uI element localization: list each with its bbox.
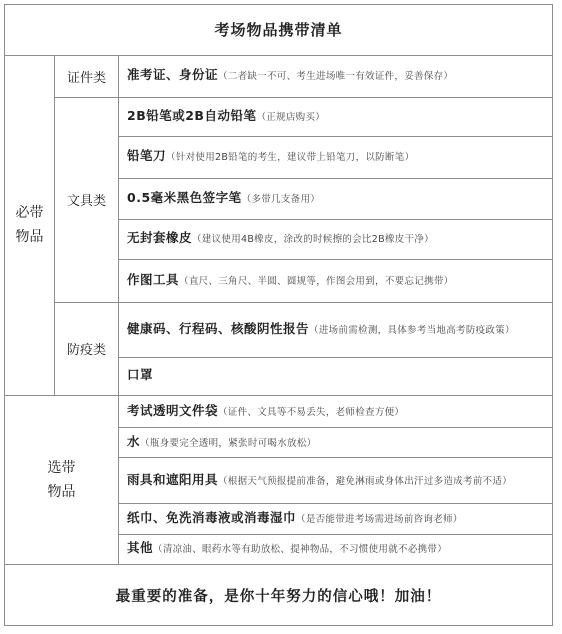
footer-message: 最重要的准备，是你十年努力的信心哦！加油！ (5, 565, 553, 626)
item-name: 纸巾、免洗消毒液或消毒湿巾 (127, 510, 297, 526)
item-name: 水 (127, 433, 141, 449)
item-name: 无封套橡皮 (127, 230, 193, 246)
list-item (119, 504, 553, 534)
item-name: 考试透明文件袋 (127, 402, 219, 418)
item-name: 铅笔刀 (127, 148, 167, 164)
list-item (119, 179, 553, 220)
category-documents: 证件类 (55, 55, 119, 98)
item-name: 雨具和遮阳用具 (127, 471, 219, 487)
item-note: （二者缺一不可、考生进场唯一有效证件，妥善保存） (218, 71, 454, 83)
item-note: （根据天气预报提前准备，避免淋雨或身体出汗过多造成考前不适） (218, 475, 513, 487)
table-title: 考场物品携带清单 (5, 5, 553, 56)
item-note: （进场前需检测，具体参考当地高考防疫政策） (309, 324, 515, 336)
item-note: （建议使用4B橡皮，涂改的时候擦的会比2B橡皮干净） (192, 234, 434, 246)
item-note: （正规店购买） (256, 111, 326, 123)
category-stationery: 文具类 (55, 98, 119, 303)
item-name: 作图工具 (127, 272, 180, 288)
item-note: （是否能带进考场需进场前咨询老师） (296, 514, 463, 526)
list-item (119, 260, 553, 303)
item-name: 2B铅笔或2B自动铅笔 (127, 107, 257, 123)
list-item (119, 55, 553, 98)
item-note: （多带几支备用） (241, 193, 321, 205)
item-name: 其他 (127, 540, 154, 556)
item-note: （清凉油、眼药水等有助放松、提神物品，不习惯使用就不必携带） (153, 544, 448, 556)
list-item (119, 98, 553, 136)
list-item (119, 534, 553, 564)
item-note: （证件、文具等不易丢失，老师检查方便） (218, 406, 405, 418)
list-item (119, 357, 553, 395)
list-item (119, 457, 553, 504)
item-name: 口罩 (127, 367, 154, 383)
category-epidemic: 防疫类 (55, 302, 119, 395)
item-name: 0.5毫米黑色签字笔 (127, 189, 242, 205)
item-name: 健康码、行程码、核酸阴性报告 (127, 320, 310, 336)
checklist-table (4, 4, 553, 626)
group-required-label: 必带 物品 (5, 55, 55, 395)
item-name: 准考证、身份证 (127, 67, 219, 83)
item-note: （针对使用2B铅笔的考生，建议带上铅笔刀，以防断笔） (166, 152, 415, 164)
item-note: （直尺、三角尺、半圆、圆规等，作图会用到，不要忘记携带） (179, 276, 454, 288)
list-item (119, 395, 553, 427)
list-item (119, 136, 553, 179)
list-item (119, 302, 553, 357)
list-item (119, 219, 553, 260)
item-note: （瓶身要完全透明，紧张时可喝水放松） (140, 437, 317, 449)
list-item (119, 428, 553, 457)
group-optional-label: 选带 物品 (5, 395, 119, 564)
